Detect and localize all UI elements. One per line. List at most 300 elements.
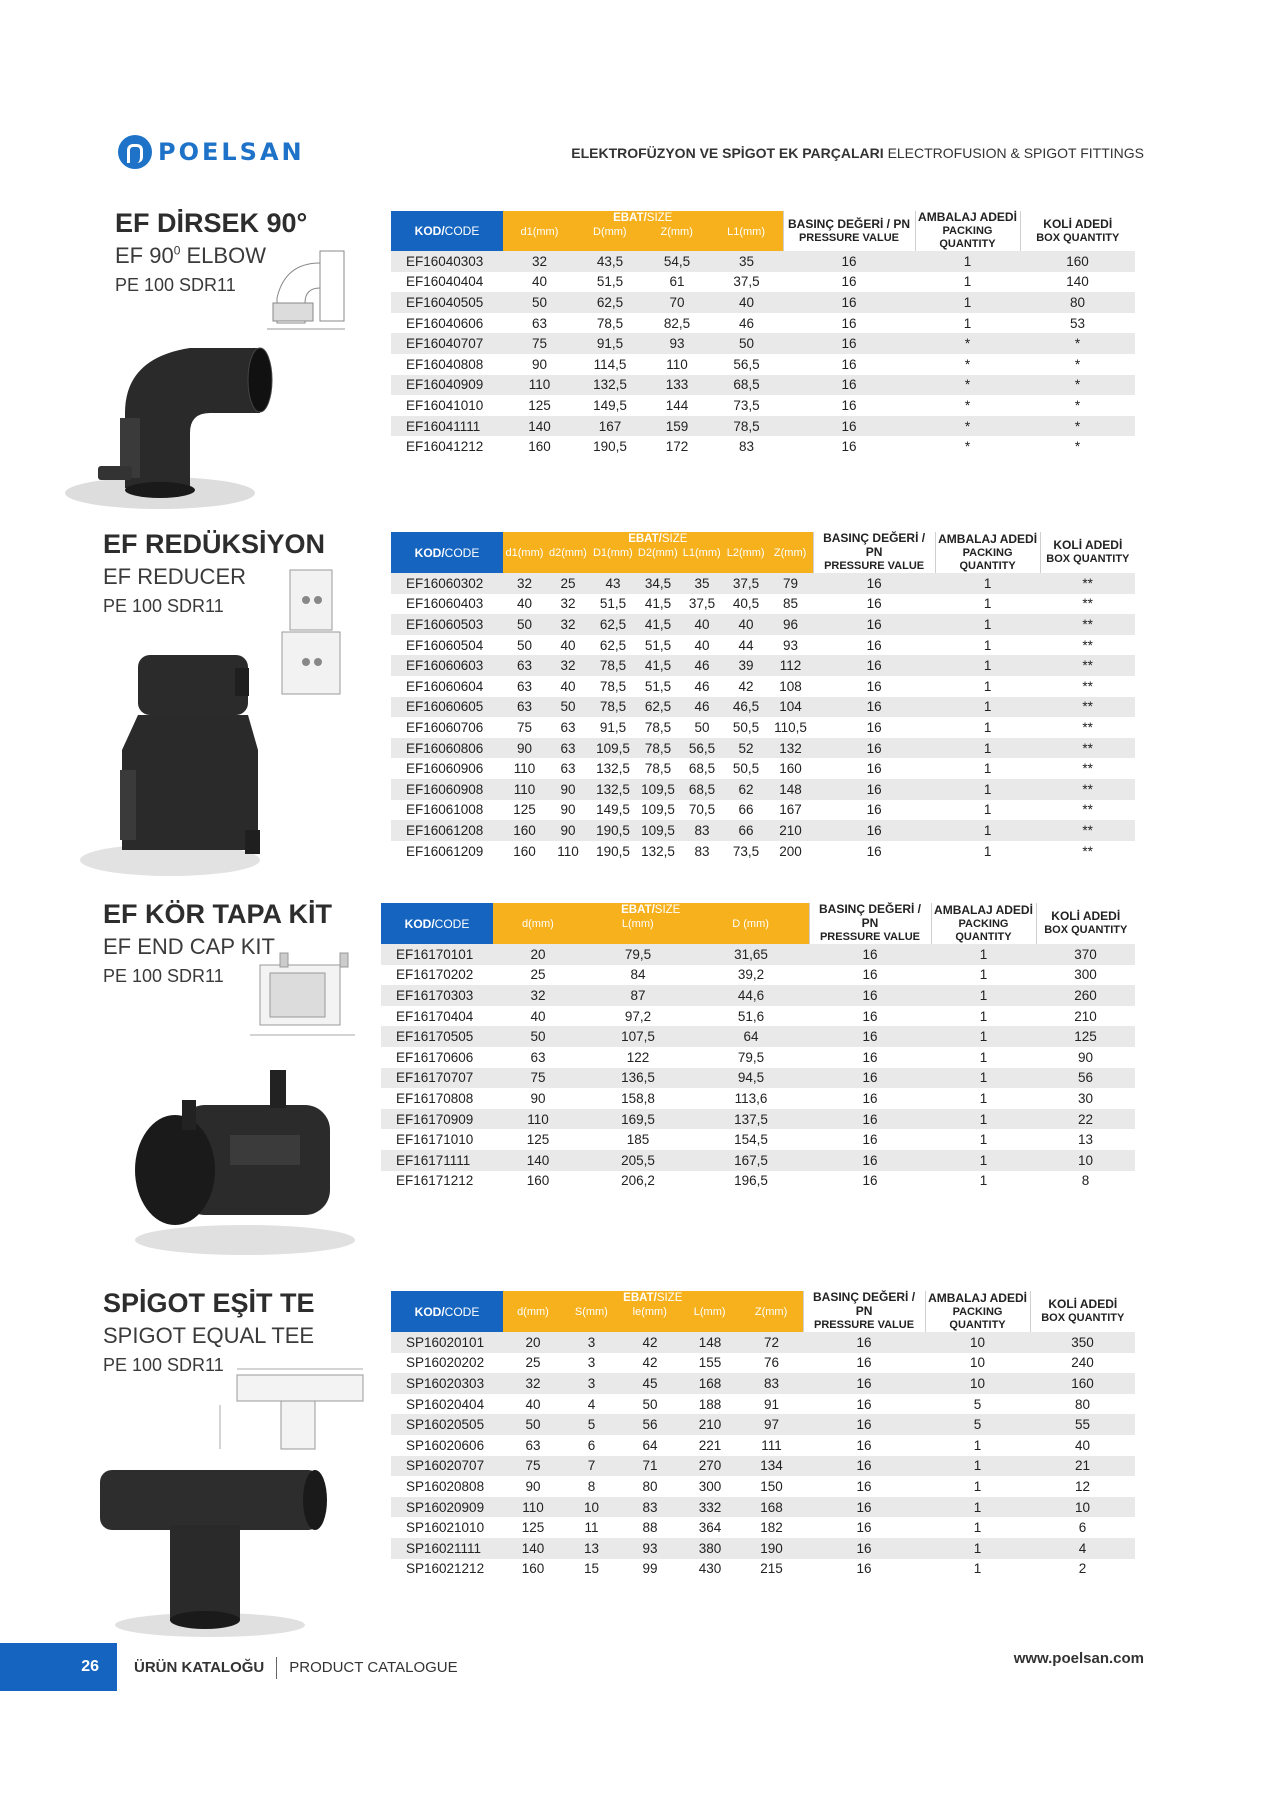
table-cell: 1: [931, 1088, 1036, 1109]
table-row: [391, 779, 1135, 800]
table-cell: 16: [813, 738, 935, 759]
table-row: [391, 655, 1135, 676]
table-cell: 182: [740, 1517, 803, 1538]
table-row: [391, 251, 1135, 272]
table-cell: 78,5: [636, 758, 680, 779]
table-cell: 110: [644, 354, 710, 375]
table-cell: 110: [503, 375, 576, 396]
table-cell: 114,5: [576, 354, 644, 375]
table-cell: 172: [644, 436, 710, 457]
pn-header: BASINÇ DEĞERİ / PN PRESSURE VALUE: [813, 532, 935, 573]
table-cell: 50: [710, 333, 783, 354]
product-code: SP16021212: [391, 1559, 503, 1580]
table-cell: 190,5: [590, 841, 636, 862]
table-row: [391, 820, 1135, 841]
table-row: [391, 1435, 1135, 1456]
table-cell: 61: [644, 272, 710, 293]
table-cell: 63: [503, 313, 576, 334]
table-cell: 110,5: [768, 717, 813, 738]
table-cell: *: [915, 416, 1020, 437]
product-code: SP16020202: [391, 1353, 503, 1374]
table-row: [391, 354, 1135, 375]
table-cell: 16: [813, 676, 935, 697]
table-cell: 148: [680, 1332, 740, 1353]
table-cell: 56: [620, 1414, 680, 1435]
table-cell: 160: [503, 436, 576, 457]
table-cell: 16: [783, 436, 915, 457]
product-code: EF16170606: [381, 1047, 493, 1068]
table-cell: 20: [503, 1332, 563, 1353]
table-row: [391, 758, 1135, 779]
table-cell: 205,5: [583, 1150, 693, 1171]
table-cell: 16: [803, 1373, 925, 1394]
table-cell: 39: [724, 655, 768, 676]
table-row: [391, 313, 1135, 334]
table-cell: 16: [809, 1068, 931, 1089]
table-row: [391, 1394, 1135, 1415]
table-cell: 109,5: [636, 779, 680, 800]
table-row: [381, 1006, 1135, 1027]
table-cell: 90: [546, 820, 590, 841]
reducer-title: EF REDÜKSİYON: [103, 529, 326, 559]
table-cell: 430: [680, 1559, 740, 1580]
table-cell: 16: [813, 655, 935, 676]
table-cell: 5: [925, 1414, 1030, 1435]
table-cell: 56: [1036, 1068, 1135, 1089]
tee-rows: [391, 1332, 1135, 1579]
table-cell: 6: [1030, 1517, 1135, 1538]
table-cell: 90: [503, 1476, 563, 1497]
table-cell: 97,2: [583, 1006, 693, 1027]
table-cell: *: [915, 354, 1020, 375]
table-cell: 125: [503, 1517, 563, 1538]
pn-header: BASINÇ DEĞERİ / PN PRESSURE VALUE: [783, 211, 915, 251]
table-cell: 16: [813, 594, 935, 615]
header-title-en: ELECTROFUSION & SPIGOT FITTINGS: [887, 145, 1144, 161]
product-code: EF16041212: [391, 436, 503, 457]
table-cell: 1: [931, 1026, 1036, 1047]
product-code: EF16060603: [391, 655, 503, 676]
box-header: KOLİ ADEDİ BOX QUANTITY: [1020, 211, 1135, 251]
table-cell: 16: [813, 697, 935, 718]
table-cell: 46: [680, 697, 724, 718]
tee-sdr: PE 100 SDR11: [103, 1355, 224, 1375]
tee-subtitle: SPIGOT EQUAL TEE: [103, 1323, 315, 1348]
table-cell: 16: [803, 1414, 925, 1435]
table-cell: 10: [563, 1497, 620, 1518]
product-code: EF16040909: [391, 375, 503, 396]
table-cell: 37,5: [710, 272, 783, 293]
elbow-table: [391, 211, 1135, 457]
table-cell: 132: [768, 738, 813, 759]
kod-header: KOD/CODE: [381, 903, 493, 944]
pn-header: BASINÇ DEĞERİ / PN PRESSURE VALUE: [803, 1291, 925, 1332]
table-row: [391, 800, 1135, 821]
table-cell: 41,5: [636, 655, 680, 676]
table-cell: 240: [1030, 1353, 1135, 1374]
table-cell: 37,5: [724, 573, 768, 594]
table-cell: 1: [935, 717, 1040, 738]
table-cell: 185: [583, 1129, 693, 1150]
table-row: [391, 1353, 1135, 1374]
table-cell: 110: [493, 1109, 583, 1130]
table-cell: 104: [768, 697, 813, 718]
table-cell: 50,5: [724, 758, 768, 779]
table-cell: 16: [809, 965, 931, 986]
tee-title: SPİGOT EŞİT TE: [103, 1288, 315, 1318]
product-code: SP16020404: [391, 1394, 503, 1415]
table-cell: 1: [931, 1129, 1036, 1150]
box-header: KOLİ ADEDİ BOX QUANTITY: [1030, 1291, 1135, 1332]
table-row: [381, 1088, 1135, 1109]
table-cell: 167,5: [693, 1150, 809, 1171]
table-cell: 78,5: [590, 697, 636, 718]
table-cell: *: [1020, 416, 1135, 437]
table-cell: 16: [813, 841, 935, 862]
product-code: EF16060604: [391, 676, 503, 697]
product-code: EF16041111: [391, 416, 503, 437]
reducer-sdr: PE 100 SDR11: [103, 596, 224, 616]
table-cell: 16: [809, 1006, 931, 1027]
elbow-subtitle-a: EF 90: [115, 243, 174, 268]
table-cell: **: [1040, 820, 1135, 841]
product-code: SP16020101: [391, 1332, 503, 1353]
table-row: [391, 573, 1135, 594]
table-cell: 132,5: [590, 779, 636, 800]
table-cell: 159: [644, 416, 710, 437]
table-cell: 50,5: [724, 717, 768, 738]
table-cell: 1: [931, 1006, 1036, 1027]
table-cell: 16: [783, 272, 915, 293]
table-cell: 6: [563, 1435, 620, 1456]
table-cell: 1: [931, 1047, 1036, 1068]
product-code: SP16020505: [391, 1414, 503, 1435]
table-cell: 62,5: [636, 697, 680, 718]
product-code: EF16040303: [391, 251, 503, 272]
table-cell: 1: [925, 1456, 1030, 1477]
table-cell: 63: [503, 1435, 563, 1456]
table-row: [391, 676, 1135, 697]
table-cell: 1: [915, 292, 1020, 313]
product-code: SP16020909: [391, 1497, 503, 1518]
table-cell: 110: [503, 758, 546, 779]
table-cell: 1: [935, 635, 1040, 656]
table-row: [391, 1497, 1135, 1518]
table-cell: 32: [546, 614, 590, 635]
table-cell: 10: [1036, 1150, 1135, 1171]
table-cell: 132,5: [590, 758, 636, 779]
table-cell: 55: [1030, 1414, 1135, 1435]
table-cell: 190: [740, 1538, 803, 1559]
table-row: [391, 1373, 1135, 1394]
table-cell: 1: [935, 573, 1040, 594]
product-code: EF16060806: [391, 738, 503, 759]
table-cell: 83: [680, 841, 724, 862]
table-row: [381, 944, 1135, 965]
table-cell: *: [1020, 354, 1135, 375]
table-cell: 46: [680, 676, 724, 697]
table-row: [391, 416, 1135, 437]
table-cell: 16: [783, 313, 915, 334]
table-cell: 16: [813, 614, 935, 635]
product-code: EF16061008: [391, 800, 503, 821]
table-cell: 16: [803, 1353, 925, 1374]
table-cell: 83: [680, 820, 724, 841]
table-cell: 16: [803, 1497, 925, 1518]
table-row: [381, 1068, 1135, 1089]
table-cell: 63: [493, 1047, 583, 1068]
table-cell: 300: [680, 1476, 740, 1497]
product-code: EF16060504: [391, 635, 503, 656]
table-cell: 66: [724, 820, 768, 841]
table-cell: 140: [503, 416, 576, 437]
table-cell: 84: [583, 965, 693, 986]
website-link[interactable]: www.poelsan.com: [1013, 1650, 1144, 1667]
table-cell: 30: [1036, 1088, 1135, 1109]
table-cell: 140: [493, 1150, 583, 1171]
table-cell: 134: [740, 1456, 803, 1477]
table-cell: 1: [925, 1497, 1030, 1518]
table-cell: 90: [546, 779, 590, 800]
table-cell: 154,5: [693, 1129, 809, 1150]
table-cell: **: [1040, 738, 1135, 759]
table-cell: 40,5: [724, 594, 768, 615]
table-row: [391, 1559, 1135, 1580]
table-cell: 1: [925, 1435, 1030, 1456]
table-cell: 25: [493, 965, 583, 986]
product-code: EF16171010: [381, 1129, 493, 1150]
table-cell: 108: [768, 676, 813, 697]
tee-photo: [90, 1455, 330, 1640]
table-cell: 75: [503, 333, 576, 354]
reducer-subtitle: EF REDUCER: [103, 564, 247, 589]
table-cell: 71: [620, 1456, 680, 1477]
table-cell: 83: [710, 436, 783, 457]
table-cell: 40: [710, 292, 783, 313]
table-cell: 75: [503, 717, 546, 738]
elbow-sdr: PE 100 SDR11: [115, 275, 236, 295]
table-cell: 1: [931, 1150, 1036, 1171]
table-cell: 93: [768, 635, 813, 656]
table-cell: 332: [680, 1497, 740, 1518]
product-code: SP16021111: [391, 1538, 503, 1559]
table-cell: 25: [546, 573, 590, 594]
table-cell: 370: [1036, 944, 1135, 965]
table-row: [381, 965, 1135, 986]
table-row: [381, 1171, 1135, 1192]
table-cell: 90: [546, 800, 590, 821]
table-cell: 40: [493, 1006, 583, 1027]
table-row: [391, 841, 1135, 862]
table-cell: 125: [503, 395, 576, 416]
page-header-title: [571, 145, 1144, 161]
box-header: KOLİ ADEDİ BOX QUANTITY: [1036, 903, 1135, 944]
elbow-title: EF DİRSEK 90°: [115, 208, 308, 238]
table-cell: 221: [680, 1435, 740, 1456]
kod-header: KOD/CODE: [391, 1291, 503, 1332]
table-cell: 149,5: [590, 800, 636, 821]
product-code: EF16040606: [391, 313, 503, 334]
table-cell: 1: [931, 944, 1036, 965]
table-row: [391, 697, 1135, 718]
table-cell: 68,5: [680, 758, 724, 779]
table-cell: 149,5: [576, 395, 644, 416]
table-cell: 3: [563, 1332, 620, 1353]
table-cell: 40: [546, 635, 590, 656]
table-row: [381, 1047, 1135, 1068]
product-code: EF16060403: [391, 594, 503, 615]
table-cell: 160: [493, 1171, 583, 1192]
footer-catalogue: [134, 1657, 458, 1679]
pack-header: AMBALAJ ADEDİ PACKING QUANTITY: [931, 903, 1036, 944]
table-cell: 188: [680, 1394, 740, 1415]
table-row: [391, 272, 1135, 293]
product-code: SP16020303: [391, 1373, 503, 1394]
table-cell: 53: [1020, 313, 1135, 334]
table-cell: 1: [935, 779, 1040, 800]
table-cell: 32: [503, 251, 576, 272]
table-cell: **: [1040, 758, 1135, 779]
product-code: EF16170808: [381, 1088, 493, 1109]
table-cell: 62: [724, 779, 768, 800]
table-cell: 16: [809, 1171, 931, 1192]
table-cell: 5: [563, 1414, 620, 1435]
table-row: [391, 1538, 1135, 1559]
table-cell: 62,5: [590, 635, 636, 656]
table-cell: 4: [563, 1394, 620, 1415]
endcap-title: EF KÖR TAPA KİT: [103, 899, 332, 929]
table-cell: 16: [803, 1517, 925, 1538]
table-cell: 16: [809, 1047, 931, 1068]
ebat-header: EBAT/SIZE d(mm) S(mm) le(mm) L(mm) Z(mm): [503, 1291, 803, 1332]
table-row: [381, 1109, 1135, 1130]
product-code: EF16170202: [381, 965, 493, 986]
table-cell: 8: [1036, 1171, 1135, 1192]
table-cell: 40: [503, 594, 546, 615]
table-cell: 66: [724, 800, 768, 821]
table-cell: 16: [813, 635, 935, 656]
table-cell: 54,5: [644, 251, 710, 272]
table-cell: 32: [503, 573, 546, 594]
table-cell: 75: [493, 1068, 583, 1089]
table-row: [381, 1026, 1135, 1047]
ebat-header: EBAT/SIZE d1(mm) D(mm) Z(mm) L1(mm): [503, 211, 783, 251]
table-cell: 68,5: [710, 375, 783, 396]
table-cell: 1: [935, 758, 1040, 779]
table-cell: 46,5: [724, 697, 768, 718]
table-cell: 78,5: [710, 416, 783, 437]
table-cell: *: [1020, 436, 1135, 457]
ebat-header: EBAT/SIZE d1(mm) d2(mm) D1(mm) D2(mm) L1(mm) L2(mm) Z(mm): [503, 532, 813, 573]
reducer-table: [391, 532, 1135, 861]
table-cell: 1: [931, 1068, 1036, 1089]
table-row: [391, 436, 1135, 457]
table-cell: 1: [935, 800, 1040, 821]
pack-header: AMBALAJ ADEDİ PACKING QUANTITY: [915, 211, 1020, 251]
table-cell: 35: [680, 573, 724, 594]
table-cell: 133: [644, 375, 710, 396]
table-cell: 16: [813, 717, 935, 738]
pn-header: BASINÇ DEĞERİ / PN PRESSURE VALUE: [809, 903, 931, 944]
table-cell: 16: [813, 800, 935, 821]
table-cell: **: [1040, 655, 1135, 676]
table-row: [391, 1332, 1135, 1353]
table-cell: **: [1040, 614, 1135, 635]
table-cell: 79,5: [693, 1047, 809, 1068]
table-cell: 109,5: [590, 738, 636, 759]
table-cell: 107,5: [583, 1026, 693, 1047]
table-cell: 52: [724, 738, 768, 759]
table-cell: 16: [803, 1559, 925, 1580]
table-cell: 16: [783, 354, 915, 375]
table-cell: 40: [546, 676, 590, 697]
table-row: [391, 1414, 1135, 1435]
table-cell: 140: [503, 1538, 563, 1559]
elbow-photo: [50, 318, 280, 513]
table-cell: 210: [768, 820, 813, 841]
product-code: EF16060302: [391, 573, 503, 594]
endcap-rows: [381, 944, 1135, 1191]
table-cell: 16: [783, 333, 915, 354]
table-cell: 21: [1030, 1456, 1135, 1477]
table-cell: 63: [546, 758, 590, 779]
table-cell: 2: [1030, 1559, 1135, 1580]
page-number: 26: [0, 1643, 117, 1691]
table-cell: 39,2: [693, 965, 809, 986]
table-cell: 20: [493, 944, 583, 965]
table-cell: 15: [563, 1559, 620, 1580]
elbow-rows: [391, 251, 1135, 457]
table-cell: 50: [503, 614, 546, 635]
table-row: [391, 395, 1135, 416]
table-cell: 73,5: [724, 841, 768, 862]
product-code: EF16060605: [391, 697, 503, 718]
table-cell: 94,5: [693, 1068, 809, 1089]
table-cell: 83: [740, 1373, 803, 1394]
table-cell: 16: [803, 1476, 925, 1497]
table-cell: 16: [809, 1129, 931, 1150]
table-cell: 62,5: [590, 614, 636, 635]
product-code: EF16170101: [381, 944, 493, 965]
reducer-drawing: [268, 562, 350, 702]
table-cell: *: [915, 436, 1020, 457]
table-cell: 16: [783, 375, 915, 396]
table-cell: 10: [925, 1353, 1030, 1374]
product-code: EF16170303: [381, 985, 493, 1006]
kod-header: KOD/CODE: [391, 532, 503, 573]
table-cell: 51,5: [636, 676, 680, 697]
table-row: [381, 985, 1135, 1006]
product-code: EF16171111: [381, 1150, 493, 1171]
table-cell: 167: [768, 800, 813, 821]
table-cell: 91: [740, 1394, 803, 1415]
table-cell: 90: [503, 738, 546, 759]
table-cell: 63: [503, 676, 546, 697]
table-cell: 16: [803, 1538, 925, 1559]
table-cell: 45: [620, 1373, 680, 1394]
table-cell: 1: [925, 1517, 1030, 1538]
table-cell: 1: [915, 272, 1020, 293]
brand-logo: [118, 134, 305, 170]
product-code: EF16171212: [381, 1171, 493, 1192]
table-cell: 260: [1036, 985, 1135, 1006]
table-cell: 167: [576, 416, 644, 437]
table-cell: 111: [740, 1435, 803, 1456]
table-cell: 16: [813, 820, 935, 841]
product-code: EF16040808: [391, 354, 503, 375]
table-cell: 51,5: [636, 635, 680, 656]
table-cell: 13: [563, 1538, 620, 1559]
